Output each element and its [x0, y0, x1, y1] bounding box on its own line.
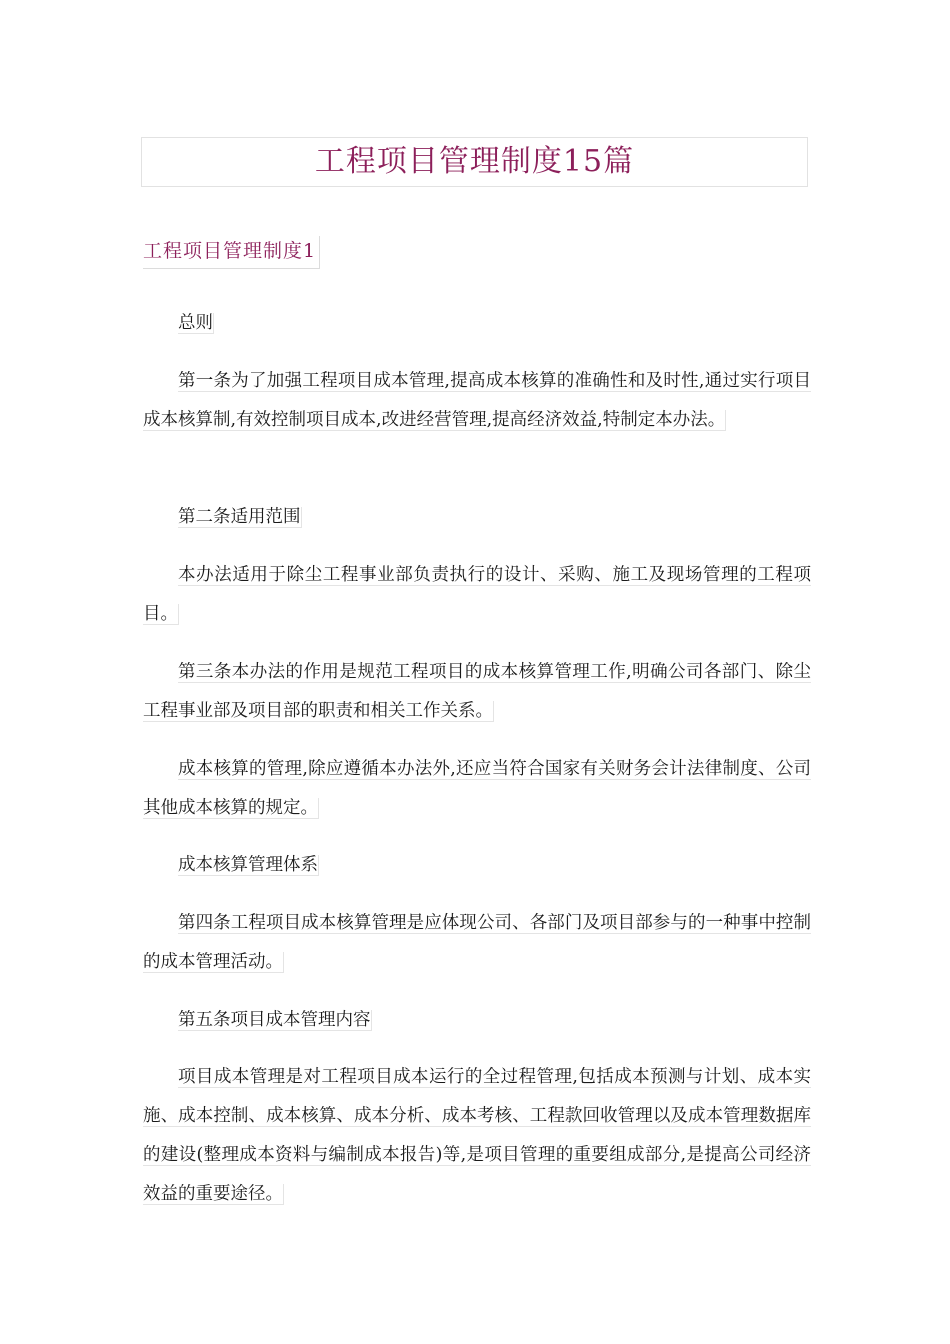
paragraph-article-2: 第二条适用范围: [178, 507, 301, 527]
paragraph-article-1: 第一条为了加强工程项目成本管理,提高成本核算的准确性和及时性,通过实行项目成本核算制,有效控制项目成本,改进经营管理,提高经济效益,特制定本办法。: [143, 371, 811, 430]
section-heading: 工程项目管理制度1: [143, 236, 320, 269]
document-title: 工程项目管理制度15篇: [314, 144, 635, 179]
paragraph-general: 总则: [178, 313, 213, 333]
paragraph-article-5: 第五条项目成本管理内容: [178, 1010, 371, 1030]
document-title-box: [141, 137, 808, 187]
paragraph-cost-management: 项目成本管理是对工程项目成本运行的全过程管理,包括成本预测与计划、成本实施、成本控制、成本核算、成本分析、成本考核、工程款回收管理以及成本管理数据库的建设(整理成本资料与编制成本报告)等,是项目管理的重要组成部分,是提高公司经济效益的重要途径。: [143, 1067, 811, 1204]
paragraph-system: 成本核算管理体系: [178, 855, 318, 875]
paragraph-article-3: 第三条本办法的作用是规范工程项目的成本核算管理工作,明确公司各部门、除尘工程事业部及项目部的职责和相关工作关系。: [143, 662, 811, 721]
paragraph-cost-accounting: 成本核算的管理,除应遵循本办法外,还应当符合国家有关财务会计法律制度、公司其他成本核算的规定。: [143, 759, 811, 818]
paragraph-article-4: 第四条工程项目成本核算管理是应体现公司、各部门及项目部参与的一种事中控制的成本管理活动。: [143, 913, 811, 972]
paragraph-scope: 本办法适用于除尘工程事业部负责执行的设计、采购、施工及现场管理的工程项目。: [143, 565, 811, 624]
